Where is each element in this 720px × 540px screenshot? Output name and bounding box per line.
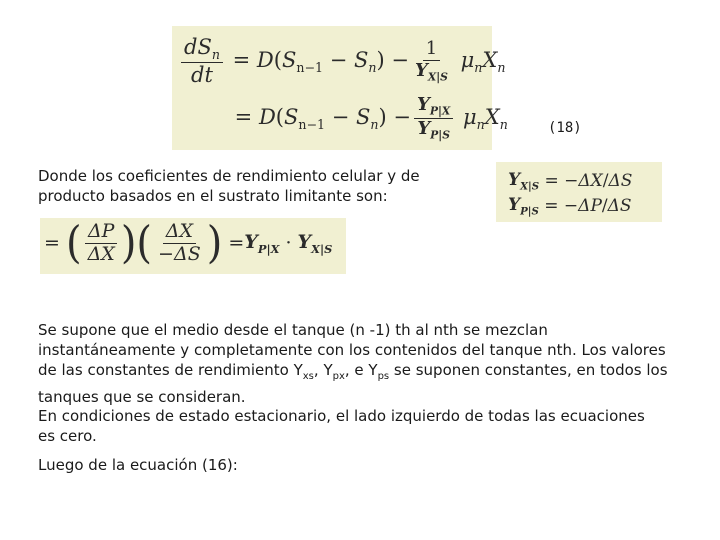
yield-product-relation-image: = ( $\frac{\Delta P}{\Delta X}$ )( $\frac{\Delta X}{-\Delta S}$ ) = $Y_{P|X}$ · $Y_{X|S}$ (40, 218, 346, 274)
equation-number: (18) (548, 120, 582, 136)
equation-18-image (172, 26, 508, 150)
equation-18-line-2: = $D(S_{n-1} - S_n)$ − $\frac{Y_{P|X}}{Y_{P|S}}$ $\mu_nX_n$ (228, 94, 508, 142)
paragraph-from-equation-16: Luego de la ecuación (16): (38, 456, 238, 474)
equation-18-line-1: $\frac{dS_n}{dt}$ = $D(S_{n-1} - S_n)$ − $\frac{1}{Y_{X|S}}$ $\mu_nX_n$ (178, 36, 506, 86)
yield-definitions-image: $Y_{X|S}$ = − ΔX / ΔS $Y_{P|S}$ = − ΔP / ΔS (496, 162, 662, 222)
paragraph-coefficients: Donde los coeficientes de rendimiento celular y de producto basados en el sustrato limitante son: (38, 167, 420, 205)
paragraph-steady-state: En condiciones de estado estacionario, el lado izquierdo de todas las ecuaciones es cero. (38, 407, 645, 445)
paragraph-mixing-assumption: Se supone que el medio desde el tanque (n -1) th al nth se mezclan instantáneamente y completamente con los contenidos del tanque nth. Los valores de las constantes de rendimiento $Y_{xs}$, $Y_{px}$, e $Y_{ps}$ se suponen constantes, en todos los tanques que se consideran. (38, 321, 668, 406)
